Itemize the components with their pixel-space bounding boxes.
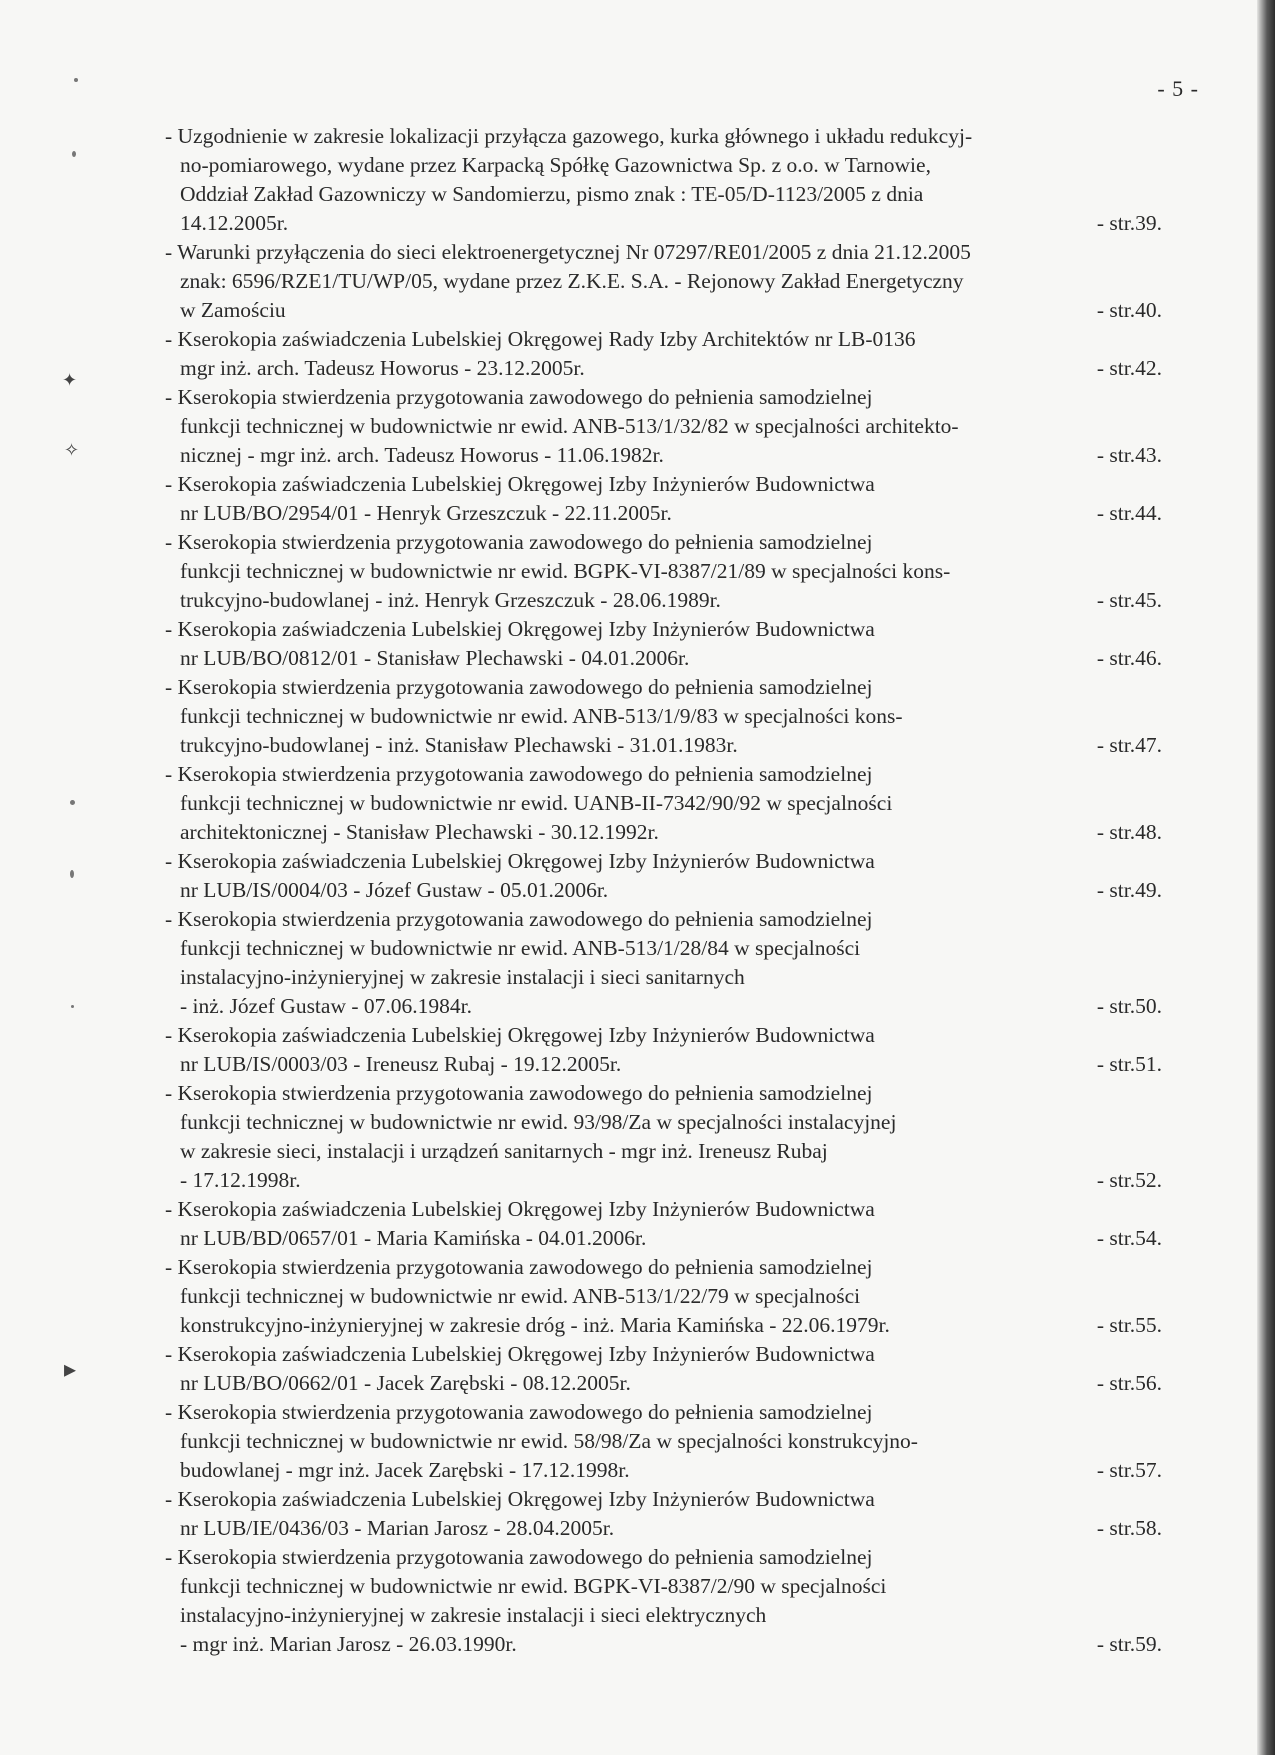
entry-line: - Kserokopia zaświadczenia Lubelskiej Okręgowej Izby Inżynierów Budownictwa <box>165 1023 875 1047</box>
entry-line: - Kserokopia stwierdzenia przygotowania zawodowego do pełnienia samodzielnej <box>165 762 873 786</box>
list-item <box>165 1253 1162 1340</box>
entry-line: architektonicznej - Stanisław Plechawski - 30.12.1992r. <box>180 820 659 844</box>
entry-line: - Kserokopia zaświadczenia Lubelskiej Okręgowej Izby Inżynierów Budownictwa <box>165 472 875 496</box>
page-reference: - str.42. <box>1096 356 1162 380</box>
entry-line: - Kserokopia stwierdzenia przygotowania zawodowego do pełnienia samodzielnej <box>165 675 873 699</box>
entry-line: trukcyjno-budowlanej - inż. Stanisław Plechawski - 31.01.1983r. <box>180 733 738 757</box>
scan-speck <box>72 151 76 157</box>
page-reference: - str.50. <box>1096 994 1162 1018</box>
page-reference: - str.57. <box>1096 1458 1162 1482</box>
page-reference: - str.48. <box>1096 820 1162 844</box>
entry-line: - Kserokopia stwierdzenia przygotowania zawodowego do pełnienia samodzielnej <box>165 1255 873 1279</box>
entry-line: mgr inż. arch. Tadeusz Howorus - 23.12.2005r. <box>180 356 585 380</box>
list-item <box>165 673 1162 760</box>
list-item <box>165 383 1162 470</box>
entry-line: 14.12.2005r. <box>180 211 289 235</box>
entry-line: - Kserokopia stwierdzenia przygotowania zawodowego do pełnienia samodzielnej <box>165 385 873 409</box>
list-item <box>165 1485 1162 1543</box>
page-reference: - str.58. <box>1096 1516 1162 1540</box>
entry-line: - Kserokopia zaświadczenia Lubelskiej Okręgowej Rady Izby Architektów nr LB-0136 <box>165 327 916 351</box>
page-reference: - str.59. <box>1096 1632 1162 1656</box>
list-item <box>165 470 1162 528</box>
entry-line: - Kserokopia zaświadczenia Lubelskiej Okręgowej Izby Inżynierów Budownictwa <box>165 1487 875 1511</box>
entry-line: trukcyjno-budowlanej - inż. Henryk Grzeszczuk - 28.06.1989r. <box>180 588 721 612</box>
page-reference: - str.51. <box>1096 1052 1162 1076</box>
page-number: - 5 - <box>1157 76 1199 101</box>
entry-line: instalacyjno-inżynieryjnej w zakresie instalacji i sieci sanitarnych <box>180 965 745 989</box>
page-reference: - str.45. <box>1096 588 1162 612</box>
entry-line: funkcji technicznej w budownictwie nr ewid. BGPK-VI-8387/2/90 w specjalności <box>180 1574 887 1598</box>
entry-line: funkcji technicznej w budownictwie nr ewid. 93/98/Za w specjalności instalacyjnej <box>180 1110 897 1134</box>
list-item <box>165 325 1162 383</box>
entry-line: - 17.12.1998r. <box>180 1168 301 1192</box>
entry-line: - Kserokopia zaświadczenia Lubelskiej Okręgowej Izby Inżynierów Budownictwa <box>165 1197 875 1221</box>
entry-line: nr LUB/BD/0657/01 - Maria Kamińska - 04.01.2006r. <box>180 1226 647 1250</box>
scan-speck <box>70 800 75 805</box>
list-item <box>165 1398 1162 1485</box>
binding-hole-mark: ▸ <box>64 1357 77 1383</box>
entry-line: instalacyjno-inżynieryjnej w zakresie instalacji i sieci elektrycznych <box>180 1603 767 1627</box>
page-reference: - str.43. <box>1096 443 1162 467</box>
entry-line: nicznej - mgr inż. arch. Tadeusz Howorus - 11.06.1982r. <box>180 443 664 467</box>
page-reference: - str.52. <box>1096 1168 1162 1192</box>
list-item <box>165 1021 1162 1079</box>
entry-line: - inż. Józef Gustaw - 07.06.1984r. <box>180 994 472 1018</box>
list-item <box>165 238 1162 325</box>
entry-line: nr LUB/IS/0004/03 - Józef Gustaw - 05.01.2006r. <box>180 878 609 902</box>
scan-edge-shadow <box>1257 0 1275 1755</box>
page-reference: - str.56. <box>1096 1371 1162 1395</box>
document-list <box>165 122 1162 1659</box>
entry-line: w Zamościu <box>180 298 286 322</box>
entry-line: - Kserokopia stwierdzenia przygotowania zawodowego do pełnienia samodzielnej <box>165 1400 873 1424</box>
page-reference: - str.39. <box>1096 211 1162 235</box>
list-item <box>165 905 1162 1021</box>
entry-line: - mgr inż. Marian Jarosz - 26.03.1990r. <box>180 1632 517 1656</box>
entry-line: nr LUB/BO/0812/01 - Stanisław Plechawski - 04.01.2006r. <box>180 646 690 670</box>
list-item <box>165 122 1162 238</box>
entry-line: - Kserokopia stwierdzenia przygotowania zawodowego do pełnienia samodzielnej <box>165 1545 873 1569</box>
page-reference: - str.55. <box>1096 1313 1162 1337</box>
entry-line: nr LUB/BO/2954/01 - Henryk Grzeszczuk - 22.11.2005r. <box>180 501 672 525</box>
entry-line: - Kserokopia stwierdzenia przygotowania zawodowego do pełnienia samodzielnej <box>165 530 873 554</box>
page-reference: - str.54. <box>1096 1226 1162 1250</box>
list-item <box>165 528 1162 615</box>
scan-speck <box>74 78 78 82</box>
entry-line: - Kserokopia zaświadczenia Lubelskiej Okręgowej Izby Inżynierów Budownictwa <box>165 617 875 641</box>
list-item <box>165 760 1162 847</box>
entry-line: no-pomiarowego, wydane przez Karpacką Spółkę Gazownictwa Sp. z o.o. w Tarnowie, <box>180 153 931 177</box>
entry-line: - Kserokopia zaświadczenia Lubelskiej Okręgowej Izby Inżynierów Budownictwa <box>165 1342 875 1366</box>
entry-line: funkcji technicznej w budownictwie nr ewid. ANB-513/1/9/83 w specjalności kons- <box>180 704 903 728</box>
entry-line: - Kserokopia stwierdzenia przygotowania zawodowego do pełnienia samodzielnej <box>165 907 873 931</box>
list-item <box>165 1079 1162 1195</box>
entry-line: konstrukcyjno-inżynieryjnej w zakresie dróg - inż. Maria Kamińska - 22.06.1979r. <box>180 1313 890 1337</box>
entry-line: funkcji technicznej w budownictwie nr ewid. ANB-513/1/22/79 w specjalności <box>180 1284 861 1308</box>
entry-line: funkcji technicznej w budownictwie nr ewid. ANB-513/1/28/84 w specjalności <box>180 936 861 960</box>
list-item <box>165 1195 1162 1253</box>
entry-line: - Uzgodnienie w zakresie lokalizacji przyłącza gazowego, kurka głównego i układu redukcyj- <box>165 124 973 148</box>
entry-line: Oddział Zakład Gazowniczy w Sandomierzu, pismo znak : TE-05/D-1123/2005 z dnia <box>180 182 924 206</box>
list-item <box>165 1340 1162 1398</box>
page-reference: - str.40. <box>1096 298 1162 322</box>
entry-line: znak: 6596/RZE1/TU/WP/05, wydane przez Z.K.E. S.A. - Rejonowy Zakład Energetyczny <box>180 269 964 293</box>
entry-line: nr LUB/IS/0003/03 - Ireneusz Rubaj - 19.12.2005r. <box>180 1052 622 1076</box>
entry-line: funkcji technicznej w budownictwie nr ewid. BGPK-VI-8387/21/89 w specjalności kons- <box>180 559 951 583</box>
entry-line: w zakresie sieci, instalacji i urządzeń sanitarnych - mgr inż. Ireneusz Rubaj <box>180 1139 828 1163</box>
page-reference: - str.44. <box>1096 501 1162 525</box>
entry-line: - Warunki przyłączenia do sieci elektroenergetycznej Nr 07297/RE01/2005 z dnia 21.12.2005 <box>165 240 971 264</box>
page-reference: - str.47. <box>1096 733 1162 757</box>
scan-speck <box>71 1005 74 1008</box>
entry-line: - Kserokopia stwierdzenia przygotowania zawodowego do pełnienia samodzielnej <box>165 1081 873 1105</box>
entry-line: funkcji technicznej w budownictwie nr ewid. UANB-II-7342/90/92 w specjalności <box>180 791 893 815</box>
scan-speck <box>70 870 74 878</box>
binding-hole-mark: ✧ <box>64 440 80 460</box>
page-reference: - str.46. <box>1096 646 1162 670</box>
entry-line: nr LUB/IE/0436/03 - Marian Jarosz - 28.04.2005r. <box>180 1516 615 1540</box>
entry-line: nr LUB/BO/0662/01 - Jacek Zarębski - 08.12.2005r. <box>180 1371 631 1395</box>
list-item <box>165 847 1162 905</box>
page-reference: - str.49. <box>1096 878 1162 902</box>
entry-line: funkcji technicznej w budownictwie nr ewid. 58/98/Za w specjalności konstrukcyjno- <box>180 1429 918 1453</box>
entry-line: - Kserokopia zaświadczenia Lubelskiej Okręgowej Izby Inżynierów Budownictwa <box>165 849 875 873</box>
binding-hole-mark: ✦ <box>62 370 78 390</box>
entry-line: funkcji technicznej w budownictwie nr ewid. ANB-513/1/32/82 w specjalności architekto- <box>180 414 959 438</box>
entry-line: budowlanej - mgr inż. Jacek Zarębski - 17.12.1998r. <box>180 1458 630 1482</box>
list-item <box>165 615 1162 673</box>
list-item <box>165 1543 1162 1659</box>
